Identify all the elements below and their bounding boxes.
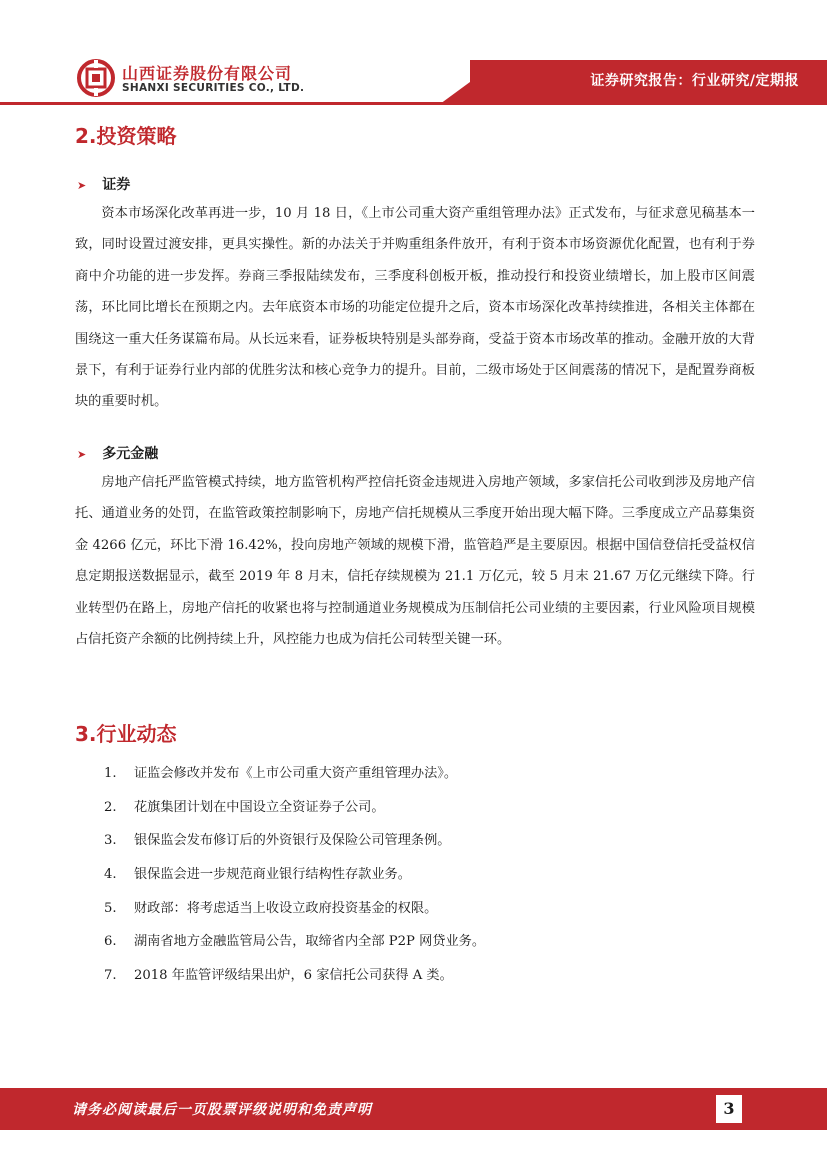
header-divider (0, 102, 827, 105)
list-item: 4. 银保监会进一步规范商业银行结构性存款业务。 (104, 867, 411, 883)
list-item: 3. 银保监会发布修订后的外资银行及保险公司管理条例。 (104, 833, 451, 849)
list-item: 6. 湖南省地方金融监管局公告，取缔省内全部 P2P 网贷业务。 (104, 934, 486, 950)
sub-heading-diversified-finance (77, 443, 158, 463)
section-heading-investment-strategy: 2.投资策略 (75, 124, 177, 148)
list-item: 1. 证监会修改并发布《上市公司重大资产重组管理办法》。 (104, 766, 458, 781)
footer-disclaimer: 请务必阅读最后一页股票评级说明和免责声明 (72, 1102, 372, 1118)
list-item: 2. 花旗集团计划在中国设立全资证券子公司。 (104, 799, 385, 815)
page-number: 3 (716, 1095, 742, 1123)
arrow-bullet-icon: ➤ (77, 179, 87, 192)
company-name-en: SHANXI SECURITIES CO., LTD. (122, 82, 305, 94)
report-type-title: 证券研究报告：行业研究/定期报 (590, 73, 799, 89)
company-name-cn: 山西证券股份有限公司 (122, 64, 293, 83)
paragraph-diversified-finance: 房地产信托严监管模式持续，地方监管机构严控信托资金违规进入房地产领域，多家信托公司收到涉及房地产信托、通道业务的处罚，在监管政策控制影响下，房地产信托规模从三季度开始出现大幅下降。三季度成立产品募集资金 4266 亿元，环比下滑 16.42%，投向房地产领域的规模下滑，监管趋严是主要原因。根据中国信登信托受益权信息定期报送数据显示，截至 2019 年 8 月末，信托存续规模为 21.1 万亿元，较 5 月末 21.67 万亿元继续下降。行业转型仍在路上，房地产信托的收紧也将与控制通道业务规模成为压制信托公司业绩的主要因素，行业风险项目规模占信托资产余额的比例持续上升，风控能力也成为信托公司转型关键一环。 (75, 475, 755, 648)
industry-news-list (104, 764, 485, 1000)
paragraph-securities: 资本市场深化改革再进一步，10 月 18 日，《上市公司重大资产重组管理办法》正式发布，与征求意见稿基本一致，同时设置过渡安排，更具实操性。新的办法关于并购重组条件放开，有利于资本市场资源优化配置，也有利于券商中介功能的进一步发挥。券商三季报陆续发布，三季度科创板开板，推动投行和投资业绩增长，加上股市区间震荡，环比同比增长在预期之内。去年底资本市场的功能定位提升之后，资本市场深化改革持续推进，各相关主体都在围绕这一重大任务谋篇布局。从长远来看，证券板块特别是头部券商，受益于资本市场改革的推动。金融开放的大背景下，有利于证券行业内部的优胜劣汰和核心竞争力的提升。目前，二级市场处于区间震荡的情况下，是配置券商板块的重要时机。 (75, 206, 755, 410)
sub-heading-securities (77, 174, 130, 194)
page-header (0, 0, 827, 112)
sub-heading-label: 证券 (102, 177, 131, 193)
arrow-bullet-icon: ➤ (77, 448, 87, 461)
sub-heading-label: 多元金融 (102, 446, 159, 462)
section-heading-industry-news: 3.行业动态 (75, 722, 177, 746)
list-item: 5. 财政部：将考虑适当上收设立政府投资基金的权限。 (104, 900, 438, 916)
shanxi-securities-logo-icon (76, 58, 116, 98)
list-item: 7. 2018 年监管评级结果出炉，6 家信托公司获得 A 类。 (104, 968, 453, 984)
